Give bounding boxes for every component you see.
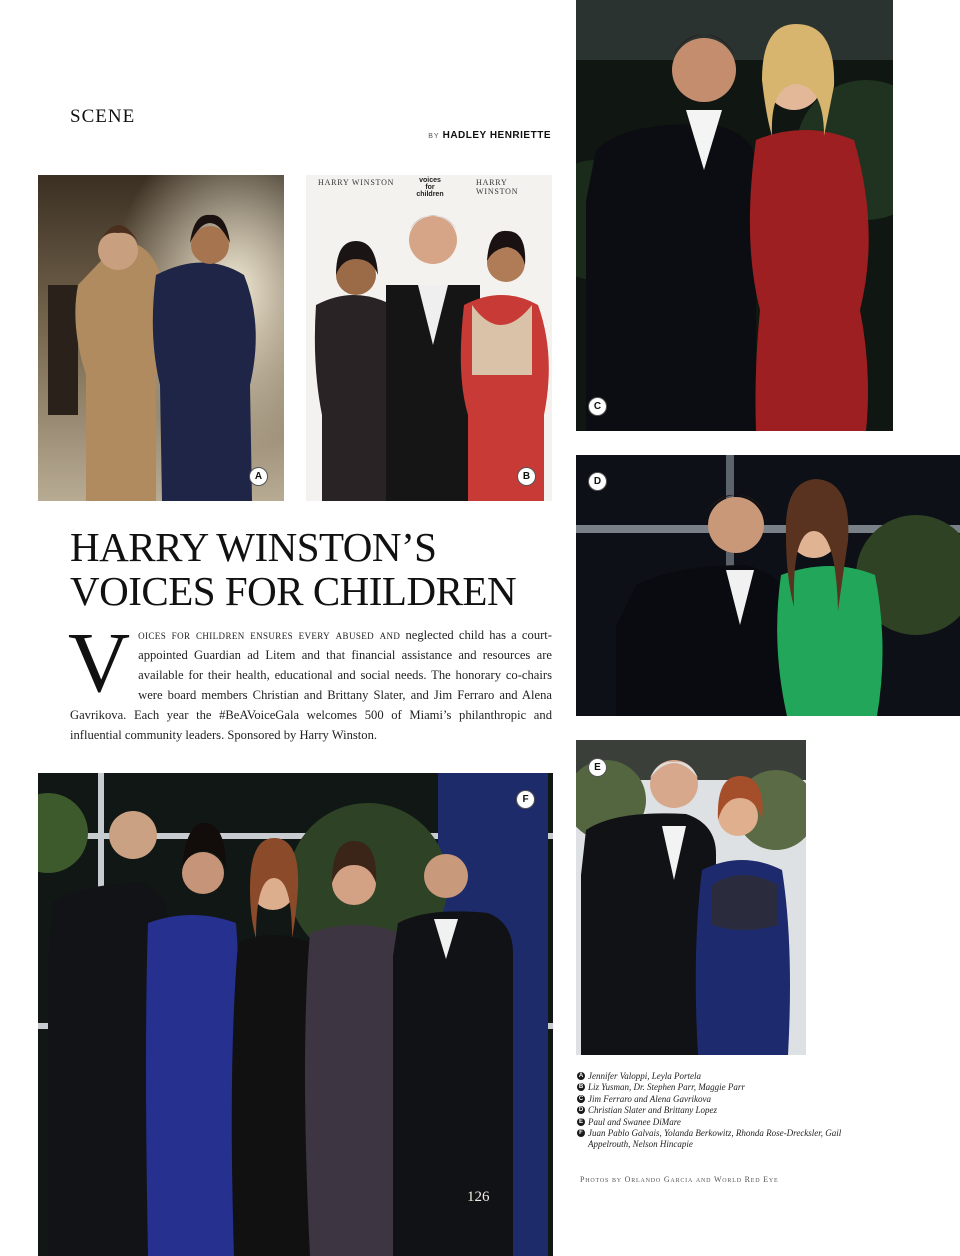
photo-b-badge: B	[517, 467, 536, 486]
caption-f	[577, 1128, 877, 1151]
photo-a-badge: A	[249, 467, 268, 486]
headline	[70, 525, 560, 613]
section-label: SCENE	[70, 106, 136, 127]
photo-c-image	[576, 0, 893, 431]
body-text	[68, 614, 553, 745]
caption-a-letter: A	[578, 1073, 584, 1079]
caption-b-letter: B	[578, 1084, 584, 1091]
caption-d	[577, 1105, 877, 1116]
caption-a	[577, 1071, 877, 1082]
body-paragraph: neglected child has a court-appointed Guardian ad Litem and that financial assistance and resources are available for their health, educational and social needs. The honorary co-chairs were board members Christian and Brittany Slater, and Jim Ferraro and Alena Gavrikova. Each year the #BeAVoiceGala welcomes 500 of Miami’s philanthropic and influential community leaders. Sponsored by Harry Winston.	[70, 628, 553, 742]
caption-c-letter: C	[578, 1095, 584, 1102]
page-number: 126	[467, 1189, 490, 1205]
body-lead-smallcaps: oices for children ensures every abused and	[138, 628, 401, 642]
photo-b-logo-line1: voices for	[419, 177, 441, 191]
caption-e-letter: E	[578, 1118, 583, 1125]
photo-d-image	[576, 455, 960, 716]
photo-e	[576, 740, 806, 1055]
byline-author: HADLEY HENRIETTE	[442, 130, 551, 141]
photo-b-backdrop-logo	[414, 177, 446, 198]
photo-b-backdrop-right: HARRY WINSTON	[476, 178, 519, 196]
photo-credit: Photos by Orlando Garcia and World Red Eye	[580, 1175, 779, 1184]
caption-f-letter: F	[577, 1129, 585, 1137]
photo-b-image	[306, 175, 552, 501]
photo-f-image	[38, 773, 553, 1256]
photo-d-badge: D	[588, 472, 607, 491]
caption-d-letter: D	[578, 1107, 584, 1114]
headline-line-1: HARRY WINSTON’S	[70, 524, 437, 570]
byline	[420, 130, 551, 141]
photo-b-backdrop-left: HARRY WINSTON	[318, 178, 395, 187]
photo-e-badge: E	[588, 758, 607, 777]
photo-f	[38, 773, 553, 1256]
caption-d-text: Christian Slater and Brittany Lopez	[588, 1105, 718, 1116]
photo-d	[576, 455, 960, 716]
caption-a-text: Jennifer Valoppi, Leyla Portela	[588, 1071, 701, 1081]
photo-a-image	[38, 175, 284, 501]
byline-prefix: BY	[428, 133, 440, 140]
photo-c	[576, 0, 893, 431]
caption-f-text: Juan Pablo Galvais, Yolanda Berkowitz, Rhonda Rose-Drecksler, Gail Appelrouth, Nelson Hincapie	[588, 1128, 842, 1150]
headline-line-2: VOICES FOR CHILDREN	[70, 568, 517, 614]
caption-c	[577, 1094, 877, 1105]
photo-b	[306, 175, 552, 501]
photo-captions	[577, 1071, 877, 1151]
photo-e-image	[576, 740, 806, 1055]
caption-c-text: Jim Ferraro and Alena Gavrikova	[588, 1093, 711, 1104]
caption-e-text: Paul and Swanee DiMare	[588, 1116, 681, 1127]
photo-f-badge: F	[516, 790, 535, 809]
photo-c-badge: C	[588, 397, 607, 416]
photo-a	[38, 175, 284, 501]
photo-b-logo-line2: children	[416, 191, 444, 198]
dropcap: V	[68, 614, 131, 710]
caption-b	[577, 1082, 877, 1093]
caption-b-text: Liz Yusman, Dr. Stephen Parr, Maggie Parr	[588, 1082, 745, 1093]
caption-e	[577, 1117, 877, 1128]
